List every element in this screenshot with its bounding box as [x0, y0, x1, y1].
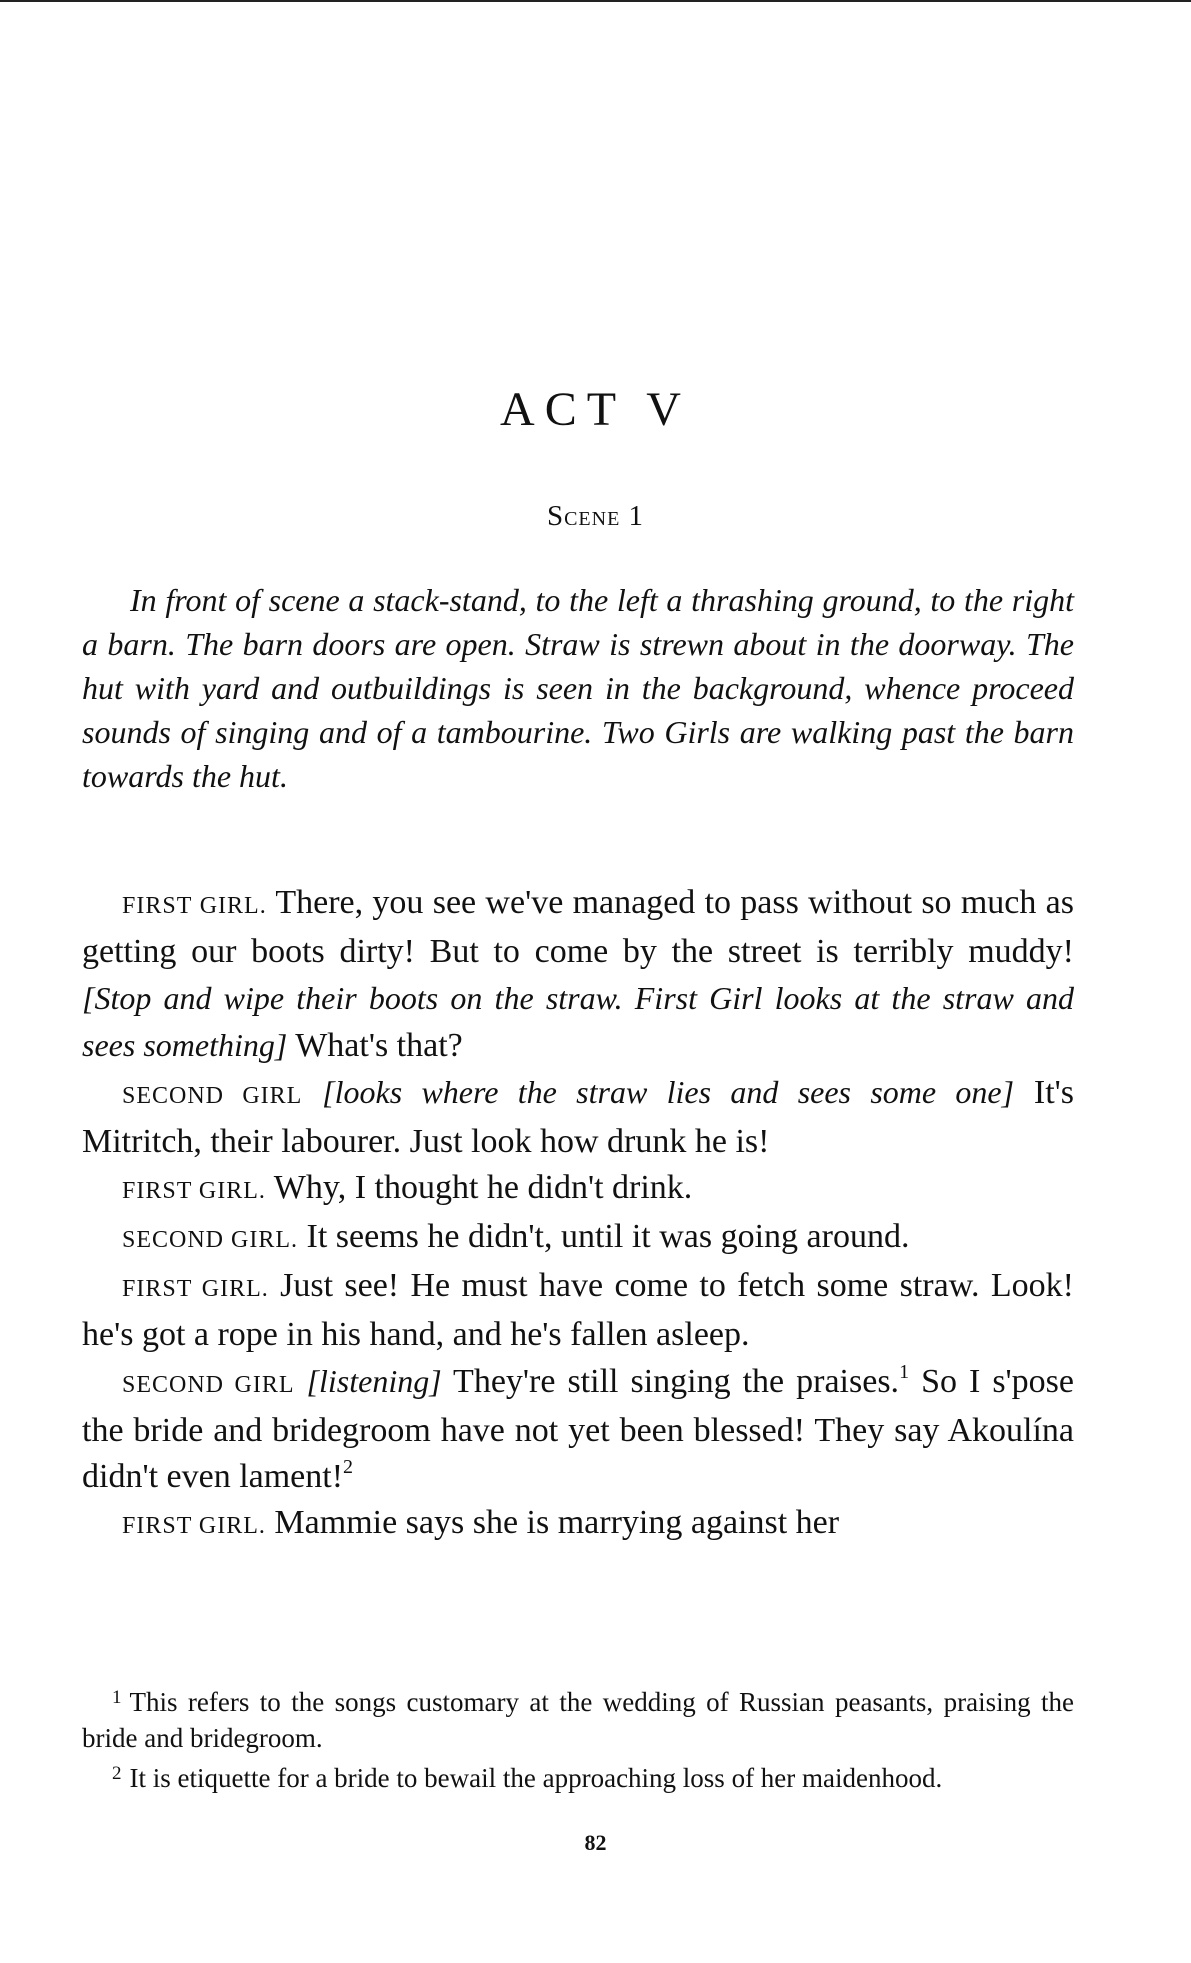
- dialogue-block: [82, 880, 1074, 1549]
- speech-text: There, you see we've managed to pass without so much as getting our boots dirty! But to come by the street is terribly muddy!: [82, 884, 1074, 970]
- speaker-label: FIRST GIRL.: [122, 1276, 269, 1302]
- speaker-label: FIRST GIRL.: [122, 1178, 266, 1204]
- speaker-label: SECOND GIRL: [122, 1372, 295, 1398]
- speaker-label: FIRST GIRL.: [122, 893, 267, 919]
- speech-first-girl-2: [82, 1165, 1074, 1214]
- footnote-ref[interactable]: 2: [343, 1456, 354, 1478]
- speech-second-girl-1: [82, 1069, 1074, 1165]
- speaker-label: FIRST GIRL.: [122, 1513, 266, 1539]
- speech-text: It's Mitritch, their labourer. Just look how drunk he is!: [82, 1074, 1074, 1160]
- footnote-text: It is etiquette for a bride to bewail the approaching loss of her maidenhood.: [129, 1763, 943, 1793]
- stage-direction: [listening]: [306, 1363, 442, 1399]
- speech-text: They're still singing the praises.: [441, 1363, 900, 1400]
- act-title: ACT V: [500, 383, 691, 436]
- page-number: 82: [584, 1830, 607, 1855]
- scene-title: Scene 1: [546, 500, 645, 532]
- speech-first-girl-3: [82, 1263, 1074, 1358]
- speech-second-girl-3: [82, 1358, 1074, 1500]
- speech-text: It seems he didn't, until it was going around.: [298, 1218, 910, 1255]
- stage-direction: [Stop and wipe their boots on the straw. First Girl looks at the straw and sees something]: [82, 980, 1074, 1063]
- footnote-number: 2: [112, 1763, 122, 1784]
- speech-first-girl-1: [82, 880, 1074, 1069]
- speech-text: Just see! He must have come to fetch some straw. Look! he's got a rope in his hand, and he's fallen asleep.: [82, 1267, 1074, 1353]
- footnote-2: [82, 1756, 1074, 1796]
- speaker-label: SECOND GIRL.: [122, 1227, 299, 1253]
- speech-text: Why, I thought he didn't drink.: [265, 1169, 693, 1206]
- footnote-ref[interactable]: 1: [899, 1361, 910, 1383]
- stage-direction: [looks where the straw lies and sees some one]: [322, 1074, 1015, 1110]
- opening-stage-direction: In front of scene a stack-stand, to the left a thrashing ground, to the right a barn. The barn doors are open. Straw is strewn about in the doorway. The hut with yard and outbuildings is seen in the background, whence proceed sounds of singing and of a tambourine. Two Girls are walking past the barn towards the hut.: [82, 582, 1074, 794]
- speech-first-girl-4: [82, 1500, 1074, 1549]
- speech-text: So I s'pose the bride and bridegroom have not yet been blessed! They say Akoulína didn't even lament!: [82, 1363, 1074, 1495]
- top-edge-rule: [0, 0, 1191, 2]
- footnote-1: [82, 1680, 1074, 1756]
- speech-second-girl-2: [82, 1214, 1074, 1263]
- footnotes: [82, 1680, 1074, 1796]
- footnote-number: 1: [112, 1687, 122, 1708]
- footnote-text: This refers to the songs customary at the wedding of Russian peasants, praising the bride and bridegroom.: [82, 1687, 1074, 1753]
- speaker-label: SECOND GIRL: [122, 1083, 303, 1109]
- speech-text: Mammie says she is marrying against her: [265, 1504, 840, 1541]
- speech-text: What's that?: [287, 1027, 463, 1064]
